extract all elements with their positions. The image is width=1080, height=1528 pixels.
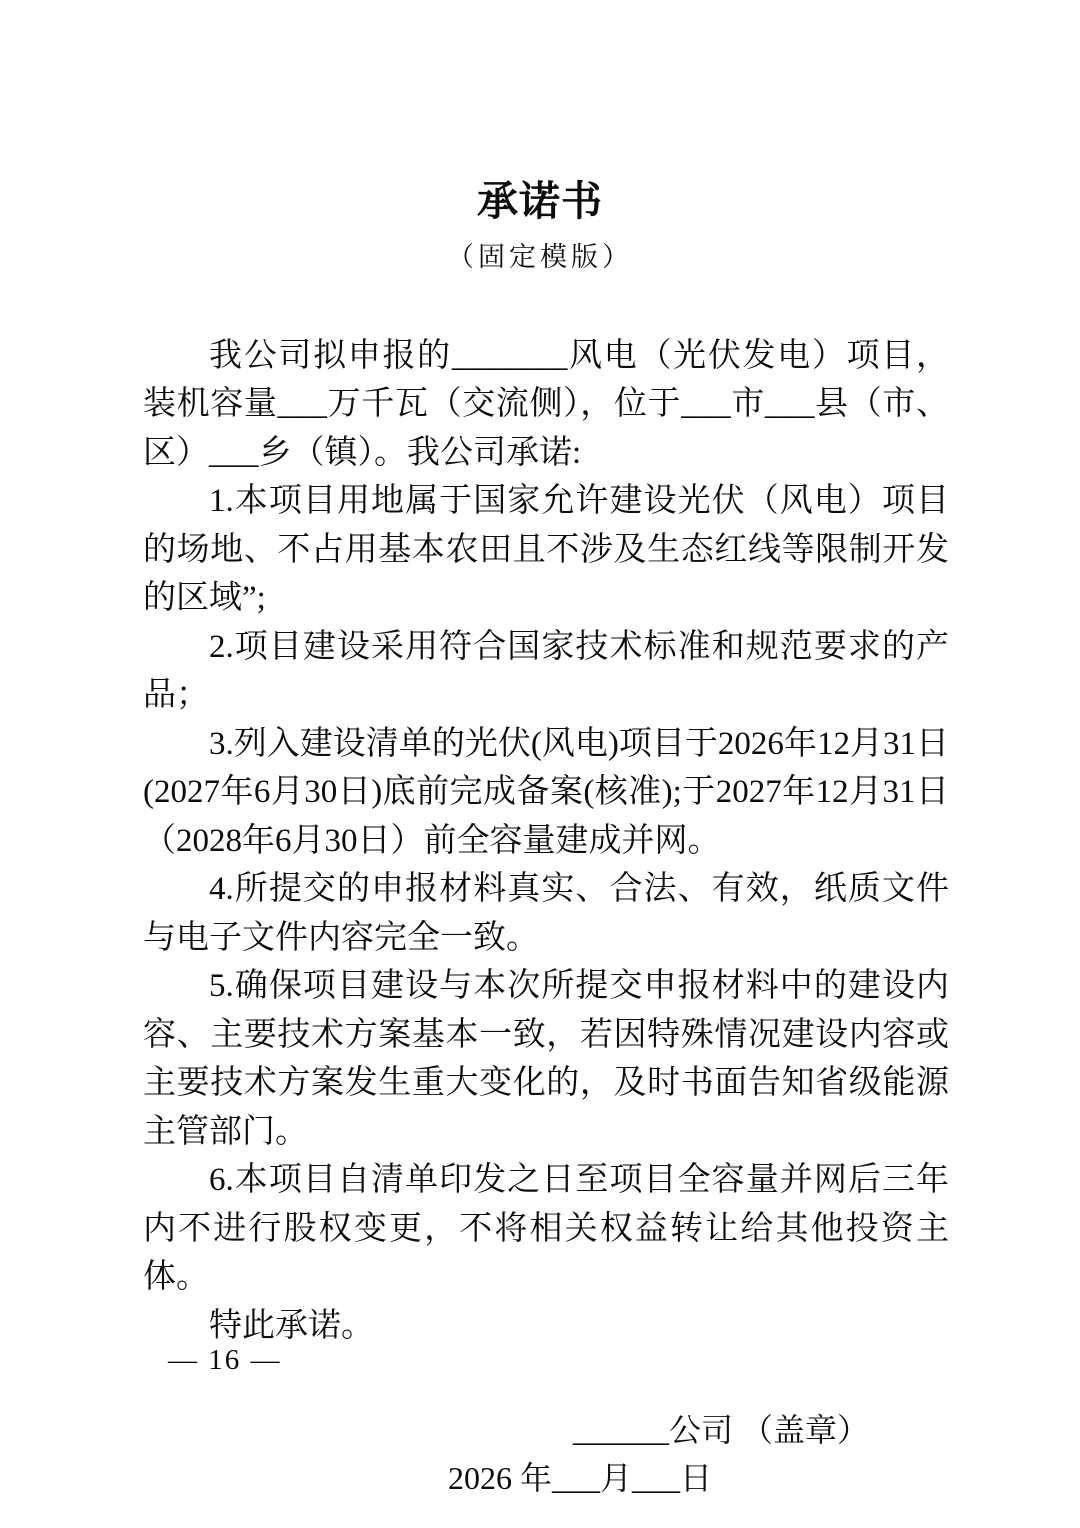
page-number: — 16 — [168, 1344, 282, 1376]
document-subtitle: （固定模版） [447, 242, 633, 273]
commitment-item-1: 1.本项目用地属于国家允许建设光伏（风电）项目的场地、不占用基本农田且不涉及生态红线等限制开发的区域”; [143, 483, 949, 617]
commitment-item-2: 2.项目建设采用符合国家技术标准和规范要求的产品； [143, 628, 949, 714]
signature-company-line: ______公司 （盖章） [573, 1412, 870, 1449]
closing-statement: 特此承诺。 [209, 1307, 374, 1344]
document-title: 承诺书 [477, 178, 603, 224]
signature-date-line: 2026 年___月___日 [448, 1460, 713, 1497]
commitment-item-4: 4.所提交的申报材料真实、合法、有效，纸质文件与电子文件内容完全一致。 [143, 871, 949, 956]
commitment-item-3: 3.列入建设清单的光伏(风电)项目于2026年12月31日(2027年6月30日)底前完成备案(核准);于2027年12月31日（2028年6月30日）前全容量建成并网。 [143, 725, 949, 859]
commitment-item-6: 6.本项目自清单印发之日至项目全容量并网后三年内不进行股权变更，不将相关权益转让给其他投资主体。 [143, 1162, 949, 1296]
document-body [143, 332, 949, 1351]
signature-block [0, 1406, 1080, 1502]
commitment-item-5: 5.确保项目建设与本次所提交申报材料中的建设内容、主要技术方案基本一致，若因特殊情况建设内容或主要技术方案发生重大变化的，及时书面告知省级能源主管部门。 [143, 968, 949, 1150]
intro-paragraph: 我公司拟申报的_______风电（光伏发电）项目，装机容量___万千瓦（交流侧），位于___市___县（市、区）___乡（镇）。我公司承诺: [143, 337, 949, 471]
